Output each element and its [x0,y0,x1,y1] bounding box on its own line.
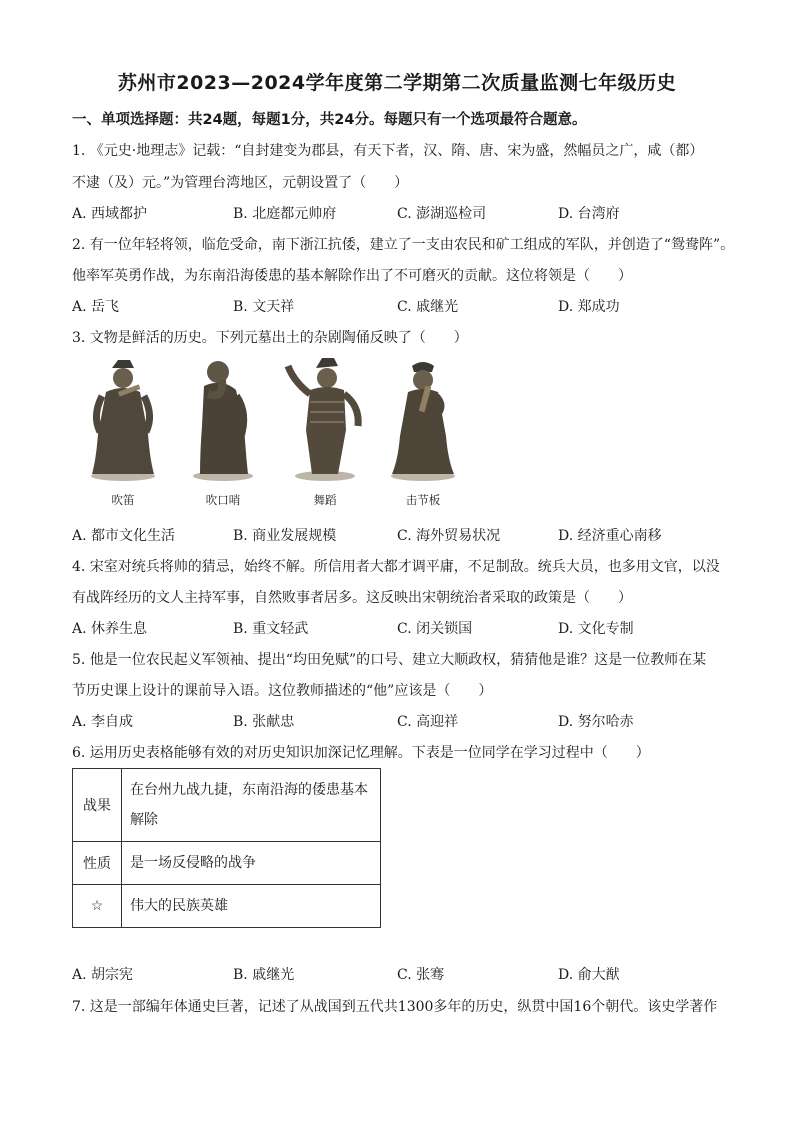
q1-option-b[interactable]: B. 北庭都元帅府 [233,206,337,222]
q2-option-b[interactable]: B. 文天祥 [233,299,295,315]
q3-option-c[interactable]: C. 海外贸易状况 [397,528,501,544]
q3-option-a[interactable]: A. 都市文化生活 [72,528,176,544]
table-cell-value: 是一场反侵略的战争 [122,842,381,885]
q5-option-c[interactable]: C. 高迎祥 [397,714,459,730]
caption-dance: 舞蹈 [313,493,337,507]
section-heading: 一、单项选择题：共24题，每题1分，共24分。每题只有一个选项最符合题意。 [72,112,587,128]
figurine-clapper [378,356,478,506]
q2-options [72,296,732,316]
q7-stem-line1: 7. 这是一部编年体通史巨著，记述了从战国到五代共1300多年的历史，纵贯中国16个朝代。该史学著作 [72,999,718,1015]
q5-options [72,711,732,731]
q4-option-c[interactable]: C. 闭关锁国 [397,621,473,637]
figurine-whistle-image [178,356,268,486]
q1-option-d[interactable]: D. 台湾府 [558,206,620,222]
figurine-whistle [178,356,278,506]
q1-option-a[interactable]: A. 西域都护 [72,206,148,222]
q5-option-b[interactable]: B. 张献忠 [233,714,295,730]
q3-figurines-image [72,356,492,516]
q1-option-c[interactable]: C. 澎湖巡检司 [397,206,487,222]
figurine-flute-image [78,356,168,486]
q2-option-a[interactable]: A. 岳飞 [72,299,120,315]
q4-stem-line1: 4. 宋室对统兵将帅的猜忌，始终不解。所信用者大都才调平庸，不足制敌。统兵大员，也多用文官，以没 [72,559,720,575]
figurine-clapper-image [378,356,468,486]
caption-whistle: 吹口哨 [205,493,241,507]
q3-option-b[interactable]: B. 商业发展规模 [233,528,337,544]
q3-option-d[interactable]: D. 经济重心南移 [558,528,662,544]
q1-stem-line1: 1. 《元史·地理志》记载：“自封建变为郡县，有天下者，汉、隋、唐、宋为盛，然幅员之广，咸（都） [72,143,704,159]
q5-stem-line1: 5. 他是一位农民起义军领袖、提出“均田免赋”的口号、建立大顺政权，猜猜他是谁？这是一位教师在某 [72,652,707,668]
q4-option-d[interactable]: D. 文化专制 [558,621,634,637]
q2-option-d[interactable]: D. 郑成功 [558,299,620,315]
q1-stem-line2: 不逮（及）元。”为管理台湾地区，元朝设置了（ ） [72,175,409,191]
q3-stem-line1: 3. 文物是鲜活的历史。下列元墓出土的杂剧陶俑反映了（ ） [72,330,468,346]
q4-option-a[interactable]: A. 休养生息 [72,621,148,637]
q2-option-c[interactable]: C. 戚继光 [397,299,459,315]
q6-option-d[interactable]: D. 俞大猷 [558,967,620,983]
q5-option-d[interactable]: D. 努尔哈赤 [558,714,634,730]
table-cell-key: ☆ [73,885,122,928]
q6-option-a[interactable]: A. 胡宗宪 [72,967,134,983]
q6-stem-line1: 6. 运用历史表格能够有效的对历史知识加深记忆理解。下表是一位同学在学习过程中（ ） [72,745,650,761]
table-row [73,769,381,842]
q5-stem-line2: 节历史课上设计的课前导入语。这位教师描述的“他”应该是（ ） [72,683,493,699]
q6-option-c[interactable]: C. 张骞 [397,967,445,983]
q4-option-b[interactable]: B. 重文轻武 [233,621,309,637]
table-cell-value: 伟大的民族英雄 [122,885,381,928]
table-cell-key: 性质 [73,842,122,885]
table-row [73,842,381,885]
figurine-dance-image [280,356,370,486]
table-cell-value: 在台州九战九捷，东南沿海的倭患基本解除 [122,769,381,842]
table-cell-key: 战果 [73,769,122,842]
figurine-dance [280,356,380,506]
q6-table [72,768,381,928]
q4-stem-line2: 有战阵经历的文人主持军事，自然败事者居多。这反映出宋朝统治者采取的政策是（ ） [72,590,632,606]
q5-option-a[interactable]: A. 李自成 [72,714,134,730]
caption-clapper: 击节板 [405,493,441,507]
q4-options [72,618,732,638]
q2-stem-line1: 2. 有一位年轻将领，临危受命，南下浙江抗倭，建立了一支由农民和矿工组成的军队，并创造了“鸳鸯阵”。 [72,237,735,253]
q6-options [72,964,732,984]
q3-options [72,525,732,545]
q6-option-b[interactable]: B. 戚继光 [233,967,295,983]
figurine-flute [78,356,178,506]
page-title: 苏州市2023—2024学年度第二学期第二次质量监测七年级历史 [117,72,677,94]
caption-flute: 吹笛 [111,493,135,507]
q1-options [72,203,732,223]
table-row [73,885,381,928]
q2-stem-line2: 他率军英勇作战，为东南沿海倭患的基本解除作出了不可磨灭的贡献。这位将领是（ ） [72,268,632,284]
